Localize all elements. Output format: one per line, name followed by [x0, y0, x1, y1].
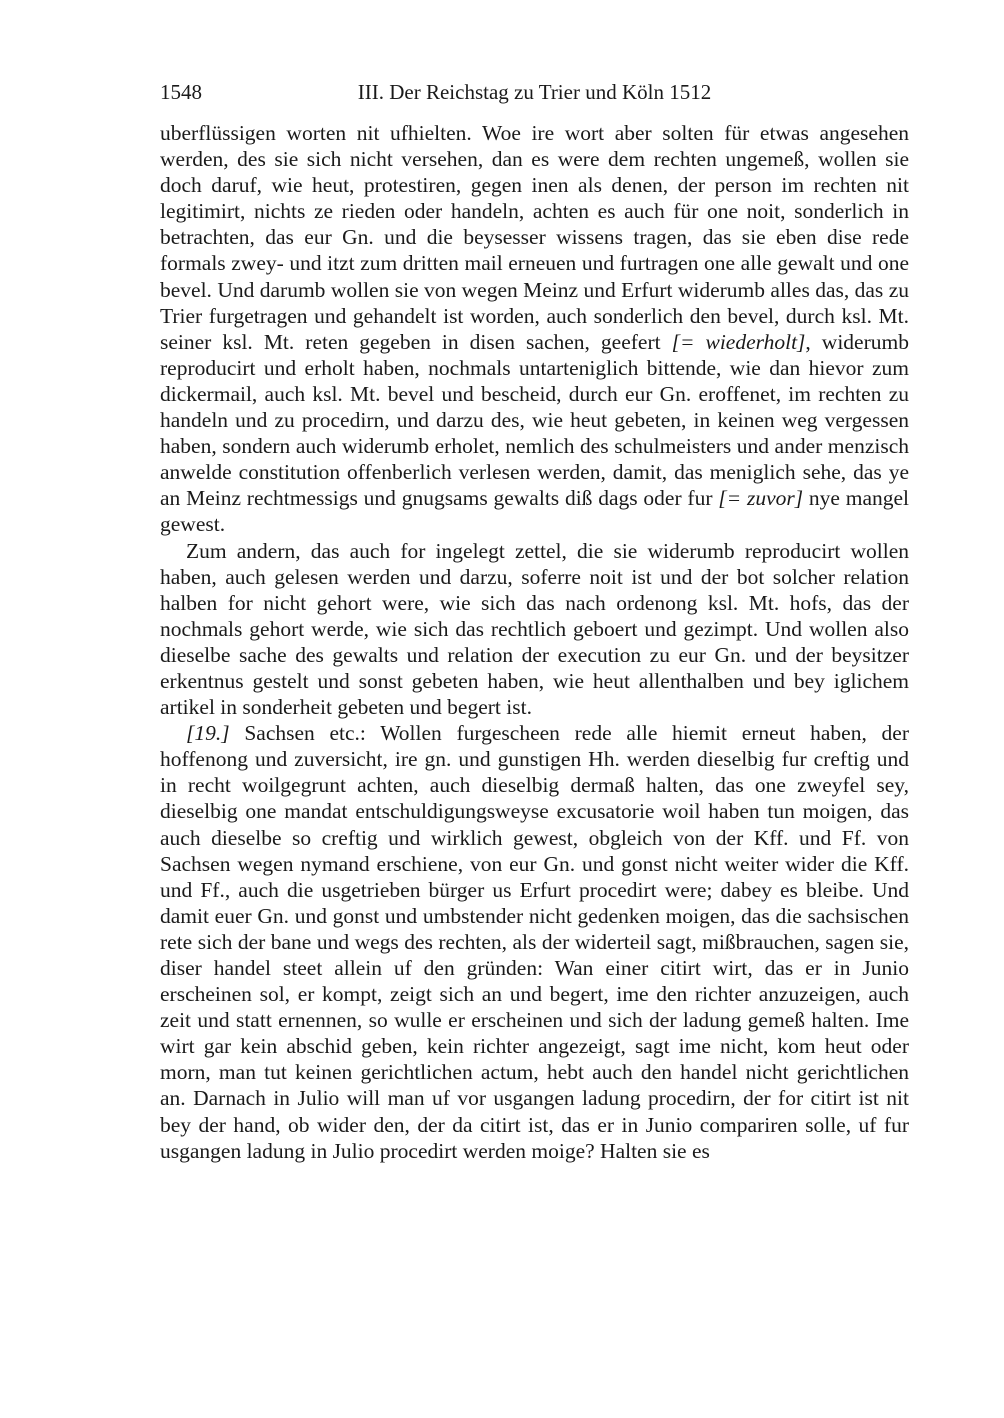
paragraph: [160, 120, 909, 538]
text-run: Zum andern, das auch for ingelegt zettel, die sie widerumb reproducirt wollen haben, auch gelesen werden und darzu, soferre noit ist und der bot solcher relation halben for nicht gehort were, wie sich das nach ordenong ksl. Mt. hofs, das der nochmals gehort werde, wie sich das rechtlich geboert und gezimpt. Und wollen also dieselbe sache des gewalts und relation der execution zu eur Gn. und der beysitzer erkentnus gestelt und sonst gebeten haben, wie heut allenthalben und bey iglichem artikel in sonderheit gebeten und begert ist.: [160, 538, 909, 720]
body-text: [160, 120, 909, 1164]
paragraph: [160, 538, 909, 721]
page-number: 1548: [160, 80, 202, 104]
text-run: , widerumb reproducirt und erholt haben, nochmals untarteniglich bittende, wie dan hievor zum dickermail, auch ksl. Mt. bevel und bescheid, durch eur Gn. eroffenet, im rechten zu handeln und zu procedirn, und darzu des, wie heut gebeten, in keinen weg vergessen haben, sondern auch widerumb erholet, nemlich des schulmeisters und ander menzisch anwelde constitution offenberlich verlesen werden, damit, das meniglich sehe, das ye an Meinz rechtmessigs und gnugsams gewalts diß dags oder fur: [160, 329, 909, 511]
section-number: [19.]: [186, 721, 230, 746]
running-title: III. Der Reichstag zu Trier und Köln 1512: [357, 80, 712, 104]
paragraph: [160, 720, 909, 1164]
text-run: uberflüssigen worten nit ufhielten. Woe ire wort aber solten für etwas angesehen werden, des sie sich nicht versehen, dan es were dem rechten ungemeß, wollen sie doch daruf, wie heut, protestiren, gegen inen als denen, der person im rechten nit legitimirt, nichts ze rieden oder handeln, achten es auch für one noit, sonderlich in betrachten, das eur Gn. und die beysesser wissens tragen, das sie eben dise rede formals zwey- und itzt zum dritten mail erneuen und furtragen one alle gewalt und one bevel. Und darumb wollen sie von wegen Meinz und Erfurt widerumb alles das, das zu Trier furgetragen und gehandelt ist worden, auch sonderlich den bevel, durch ksl. Mt. seiner ksl. Mt. reten gegeben in disen sachen, geefert: [160, 121, 909, 354]
editorial-note: [= wiederholt]: [671, 329, 806, 354]
page-header: [160, 80, 909, 108]
editorial-note: [= zuvor]: [718, 486, 804, 511]
text-run: nye mangel gewest.: [160, 486, 910, 537]
text-run: Sachsen etc.: Wollen furgescheen rede alle hiemit erneut haben, der hoffenong und zuversicht, ire gn. und gunstigen Hh. werden dieselbig fur creftig und in recht woilgegrunt achten, auch dieselbig dermaß halten, das one zweyfel sey, dieselbig one mandat entschuldigungsweyse excusatorie woil haben tun moigen, das auch dieselbe so creftig und wirklich gewest, obgleich von der Kff. und Ff. von Sachsen wegen nymand erschiene, von eur Gn. und gonst nicht weiter wider die Kff. und Ff., auch die usgetrieben bürger us Erfurt procedirt were; dabey es bleibe. Und damit euer Gn. und gonst und umbstender nicht gedenken moigen, das die sachsischen rete sich der bane und wegs des rechten, als der widerteil sagt, mißbrauchen, sagen sie, diser handel steet allein uf den gründen: Wan einer citirt wirt, das er in Junio erscheinen sol, er kompt, zeigt sich an und begert, ime den richter anzuzeigen, auch zeit und statt ernennen, so wulle er erscheinen und sich der ladung gemeß halten. Ime wirt gar kein abschid geben, kein richter angezeigt, sagt ime nicht, kom heut oder morn, man tut keinen gerichtlichen actum, hebt auch den handel nicht gerichtlichen an. Darnach in Julio will man uf vor usgangen ladung procedirn, der for citirt ist nit bey der hand, ob wider den, der da citirt ist, das er in Junio compariren solle, uf fur usgangen ladung in Julio procedirt werden moige? Halten sie es: [160, 721, 909, 1163]
